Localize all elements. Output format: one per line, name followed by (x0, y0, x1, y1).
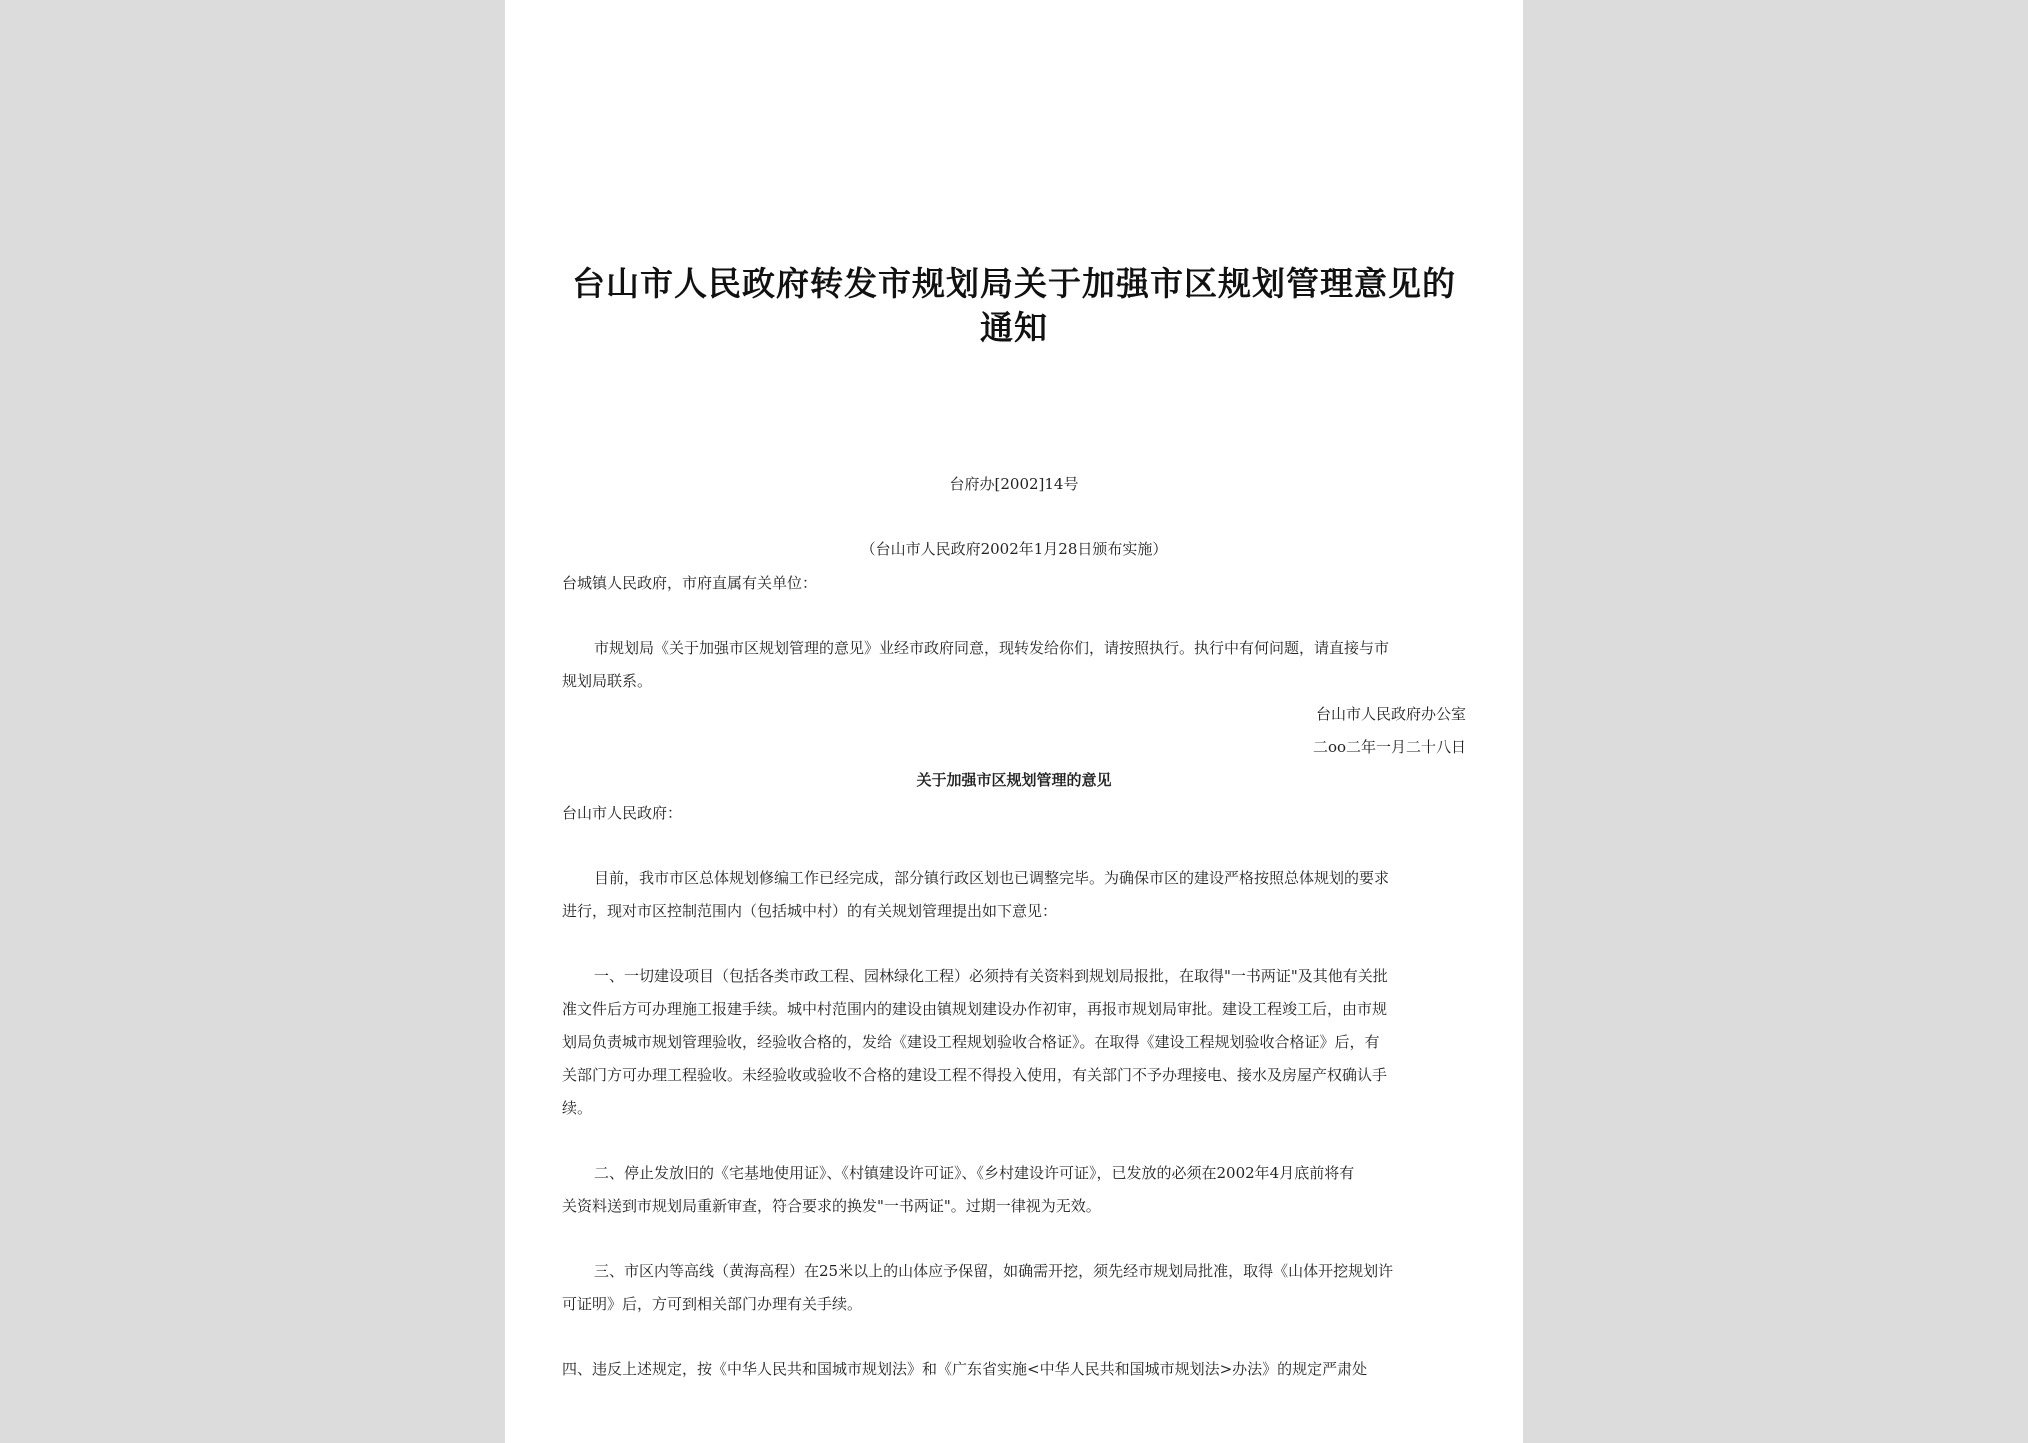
document-page (505, 0, 1523, 1443)
issued-note: （台山市人民政府2002年1月28日颁布实施） (860, 540, 1168, 558)
item1-line: 一、一切建设项目（包括各类市政工程、园林绿化工程）必须持有关资料到规划局报批，在取得"一书两证"及其他有关批 (594, 967, 1388, 985)
document-title: 台山市人民政府转发市规划局关于加强市区规划管理意见的通知 (572, 264, 1456, 347)
item1-line: 关部门方可办理工程验收。未经验收或验收不合格的建设工程不得投入使用，有关部门不予办理接电、接水及房屋产权确认手 (562, 1066, 1388, 1084)
item3-line: 三、市区内等高线（黄海高程）在25米以上的山体应予保留，如确需开挖，须先经市规划局批准，取得《山体开挖规划许 (594, 1262, 1394, 1280)
document-number: 台府办[2002]14号 (949, 475, 1079, 493)
opinion-title: 关于加强市区规划管理的意见 (916, 771, 1112, 789)
item2-line: 二、停止发放旧的《宅基地使用证》、《村镇建设许可证》、《乡村建设许可证》，已发放的必须在2002年4月底前将有 (594, 1164, 1355, 1182)
item3-line: 可证明》后，方可到相关部门办理有关手续。 (562, 1295, 863, 1313)
item1-line: 准文件后方可办理施工报建手续。城中村范围内的建设由镇规划建设办作初审，再报市规划局审批。建设工程竣工后，由市规 (562, 1000, 1388, 1018)
addressee: 台城镇人民政府，市府直属有关单位： (562, 574, 818, 592)
intro-line: 进行，现对市区控制范围内（包括城中村）的有关规划管理提出如下意见： (562, 902, 1058, 920)
item4-line: 四、违反上述规定，按《中华人民共和国城市规划法》和《广东省实施<中华人民共和国城市规划法>办法》的规定严肃处 (562, 1360, 1368, 1378)
item2-line: 关资料送到市规划局重新审查，符合要求的换发"一书两证"。过期一律视为无效。 (562, 1197, 1101, 1215)
signature-date: 二oo二年一月二十八日 (1312, 738, 1466, 756)
intro-line: 目前，我市市区总体规划修编工作已经完成，部分镇行政区划也已调整完毕。为确保市区的建设严格按照总体规划的要求 (594, 869, 1390, 887)
item1-line: 划局负责城市规划管理验收，经验收合格的，发给《建设工程规划验收合格证》。在取得《建设工程规划验收合格证》后，有 (562, 1033, 1380, 1051)
signature-org: 台山市人民政府办公室 (1315, 705, 1466, 723)
notice-body-line: 市规划局《关于加强市区规划管理的意见》业经市政府同意，现转发给你们，请按照执行。执行中有何问题，请直接与市 (594, 639, 1390, 657)
notice-body-line: 规划局联系。 (562, 672, 653, 690)
opinion-addressee: 台山市人民政府： (562, 804, 683, 822)
item1-line: 续。 (562, 1099, 593, 1117)
